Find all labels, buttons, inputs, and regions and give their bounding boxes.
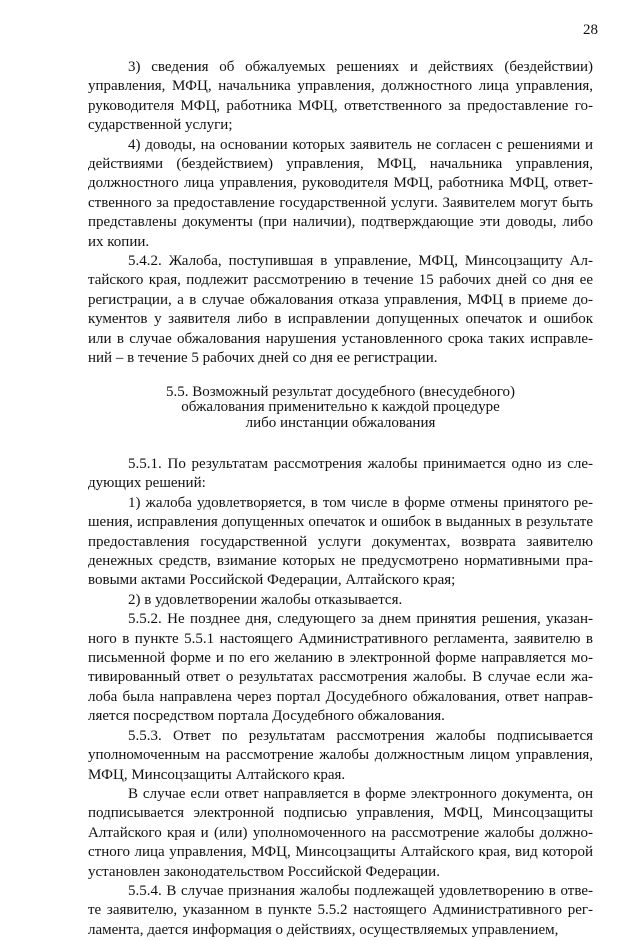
page-number: 28 <box>583 22 598 38</box>
paragraph-5-5-2: 5.5.2. Не позднее дня, следующего за днем принятия решения, указанного в пункте 5.5.1 настоящего Административного регламента, заявителю в письменной форме и по его желанию в электронной форме направляется мотивированный ответ о результатах рассмотрения жалобы. В случае если жалоба была направлена через портал Досудебного обжалования, ответ направляется посредством портала Досудебного обжалования. <box>88 611 593 725</box>
section-heading-5-5 <box>88 385 593 432</box>
paragraph-5-5-3: 5.5.3. Ответ по результатам рассмотрения жалобы подписывается уполномоченным на рассмотрение жалобы должностным лицом управления, МФЦ, Минсоцзащиты Алтайского края. <box>88 727 593 783</box>
paragraph-5-5-4: 5.5.4. В случае признания жалобы подлежащей удовлетворению в ответе заявителю, указанном в пункте 5.5.2 настоящего Административного регламента, дается информация о действиях, осуществляемых управлением, <box>88 882 593 938</box>
paragraph-electronic-signature: В случае если ответ направляется в форме электронного документа, он подписывается электронной подписью управления, МФЦ, Минсоцзащиты Алтайского края и (или) уполномоченного на рассмотрение жалобы должностного лица управления, МФЦ, Минсоцзащиты Алтайского края, вид которой установлен законодательством Российской Федерации. <box>88 785 593 880</box>
paragraph-item-3: 3) сведения об обжалуемых решениях и действиях (бездействии) управления, МФЦ, начальника управления, должностного лица управления, руководителя МФЦ, работника МФЦ, ответственного за предоставление государственной услуги; <box>88 59 593 134</box>
paragraph-5-5-1: 5.5.1. По результатам рассмотрения жалобы принимается одно из следующих решений: <box>88 456 593 492</box>
paragraph-5-4-2: 5.4.2. Жалоба, поступившая в управление, МФЦ, Минсоцзащиту Алтайского края, подлежит рассмотрению в течение 15 рабочих дней со дня ее регистрации, а в случае обжалования отказа управления, МФЦ в приеме документов у заявителя либо в исправлении допущенных опечаток и ошибок или в случае обжалования нарушения установленного срока таких исправлений – в течение 5 рабочих дней со дня ее регистрации. <box>88 253 593 367</box>
paragraph-decision-1: 1) жалоба удовлетворяется, в том числе в форме отмены принятого решения, исправления допущенных опечаток и ошибок в выданных в результате предоставления государственной услуги документах, возврата заявителю денежных средств, взимание которых не предусмотрено нормативными правовыми актами Российской Федерации, Алтайского края; <box>88 494 593 589</box>
section-heading-line: 5.5. Возможный результат досудебного (внесудебного) <box>165 383 516 400</box>
paragraph-decision-2: 2) в удовлетворении жалобы отказывается. <box>128 591 403 608</box>
document-body <box>88 58 593 940</box>
paragraph-item-4: 4) доводы, на основании которых заявитель не согласен с решениями и действиями (бездействием) управления, МФЦ, начальника управления, должностного лица управления, руководителя МФЦ, работника МФЦ, ответственного за предоставление государственной услуги. Заявителем могут быть представлены документы (при наличии), подтверждающие эти доводы, либо их копии. <box>88 136 593 250</box>
section-heading-line: либо инстанции обжалования <box>245 414 436 431</box>
section-heading-line: обжалования применительно к каждой процедуре <box>181 399 500 415</box>
